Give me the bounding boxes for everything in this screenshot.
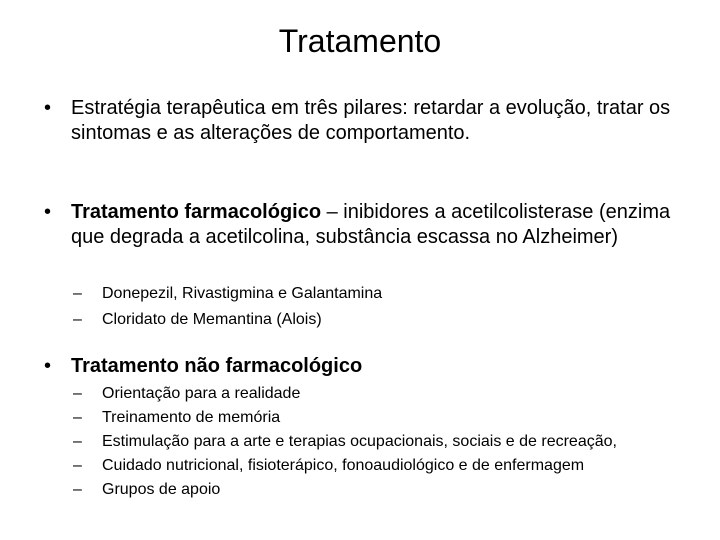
- list-item: [73, 408, 673, 428]
- list-item-text: Treinamento de memória: [102, 409, 281, 426]
- list-item-text: Grupos de apoio: [102, 481, 221, 498]
- dash-icon: –: [73, 311, 82, 328]
- bullet-non-pharmacological: [44, 354, 684, 379]
- dash-icon: –: [73, 481, 82, 498]
- list-item-text: Cloridato de Memantina (Alois): [102, 311, 322, 328]
- slide-title: Tratamento: [278, 23, 442, 59]
- list-item: [73, 480, 673, 500]
- list-item: [73, 456, 673, 476]
- list-item: [73, 310, 673, 330]
- dash-icon: –: [73, 457, 82, 474]
- list-item: [73, 432, 673, 452]
- bullet-dot-icon: •: [44, 97, 52, 119]
- list-item-text: Cuidado nutricional, fisioterápico, fonoaudiológico e de enfermagem: [102, 457, 585, 474]
- bullet-pharmacological: [44, 200, 684, 249]
- dash-icon: –: [73, 385, 82, 402]
- non-pharmacological-subitems: [73, 384, 673, 504]
- bullet-strategy: [44, 96, 684, 145]
- dash-icon: –: [73, 433, 82, 450]
- bullet-text: [71, 354, 684, 379]
- list-item-text: Donepezil, Rivastigmina e Galantamina: [102, 285, 383, 302]
- bullet-dot-icon: •: [44, 355, 52, 377]
- bullet-description: – inibidores a acetilcolisterase (enzima que degrada a acetilcolina, substância escassa no Alzheimer): [71, 201, 671, 248]
- bullet-heading: Tratamento farmacológico: [71, 201, 322, 223]
- list-item: [73, 284, 673, 304]
- dash-icon: –: [73, 285, 82, 302]
- bullet-heading: Tratamento não farmacológico: [71, 355, 363, 377]
- bullet-dot-icon: •: [44, 201, 52, 223]
- list-item: [73, 384, 673, 404]
- pharmacological-subitems: [73, 284, 673, 336]
- list-item-text: Orientação para a realidade: [102, 385, 301, 402]
- bullet-text: Estratégia terapêutica em três pilares: retardar a evolução, tratar os sintomas e as alterações de comportamento.: [71, 97, 671, 144]
- dash-icon: –: [73, 409, 82, 426]
- bullet-text: [71, 200, 684, 249]
- list-item-text: Estimulação para a arte e terapias ocupacionais, sociais e de recreação,: [102, 433, 617, 450]
